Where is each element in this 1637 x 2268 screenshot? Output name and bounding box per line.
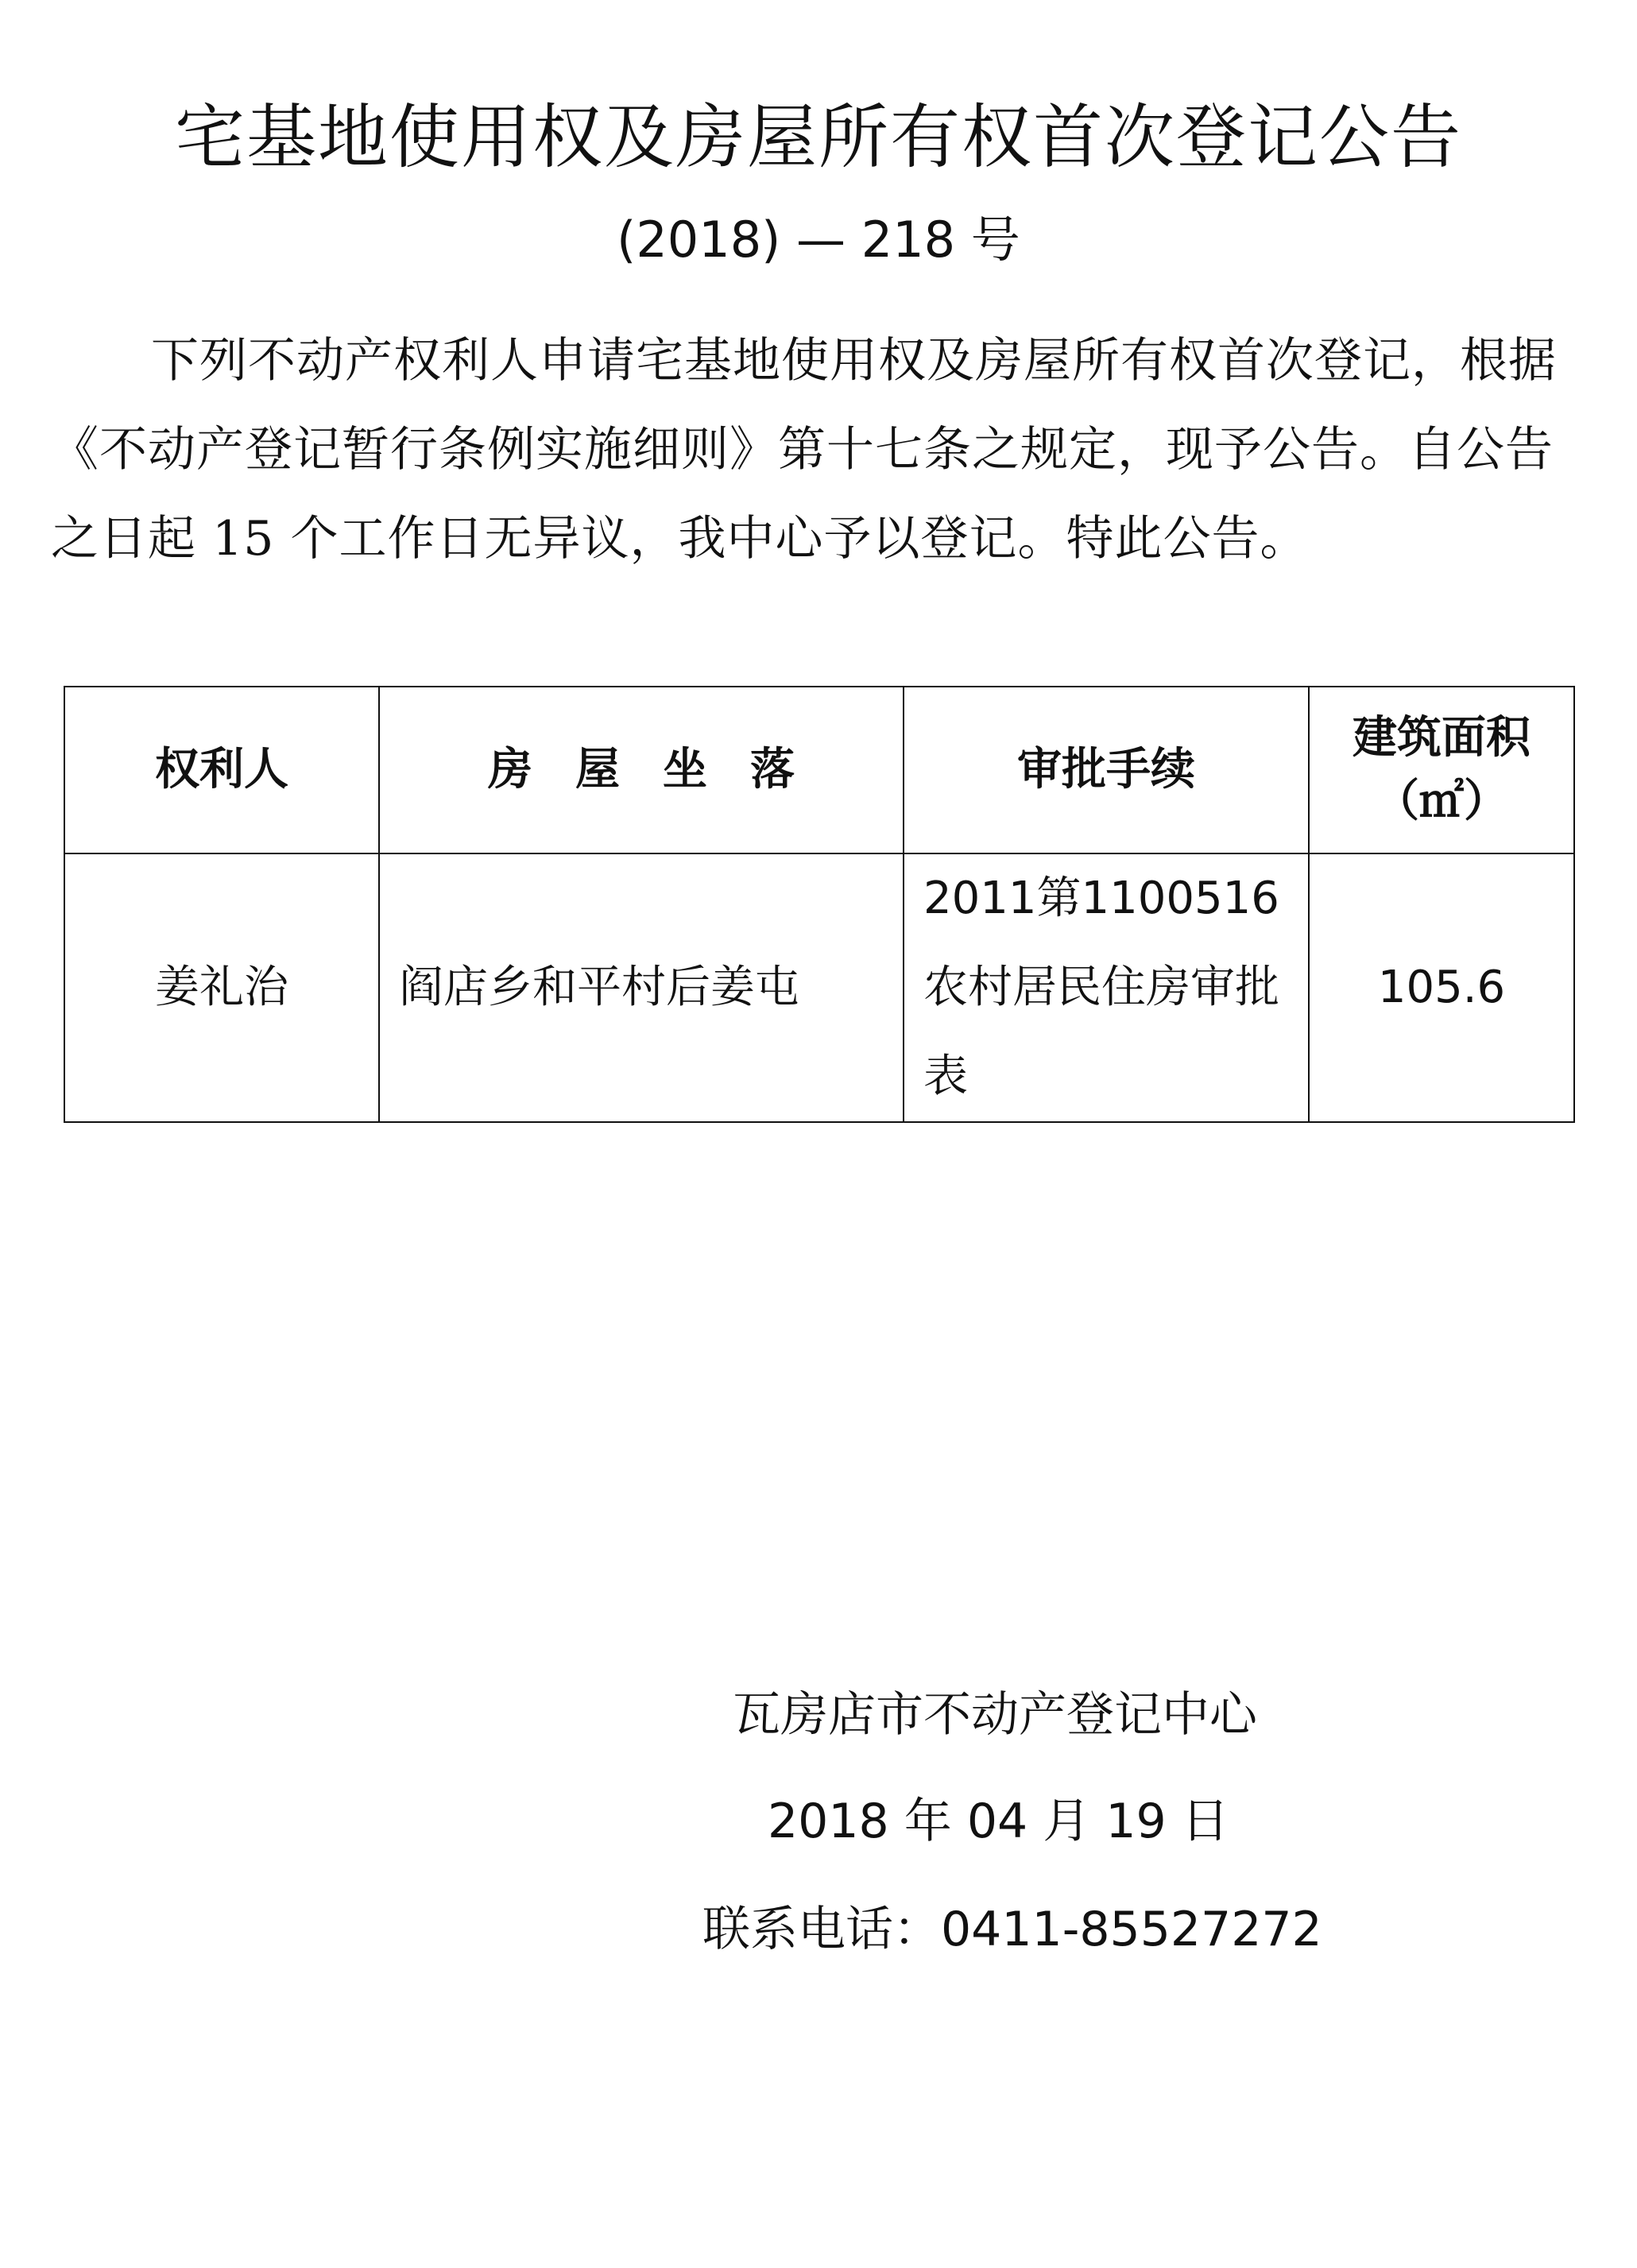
notice-intro-paragraph: 下列不动产权利人申请宅基地使用权及房屋所有权首次登记，根据《不动产登记暂行条例实施细则》第十七条之规定，现予公告。自公告之日起 15 个工作日无异议，我中心予以登记。特此公告。 <box>51 333 1557 567</box>
registration-table <box>64 686 1575 1123</box>
header-area <box>1309 687 1574 853</box>
cell-approval: 2011第1100516农村居民住房审批表 <box>904 853 1309 1122</box>
cell-area: 105.6 <box>1309 853 1574 1122</box>
table-row <box>64 853 1574 1122</box>
header-approval: 审批手续 <box>904 687 1309 853</box>
cell-holder: 姜礼治 <box>64 853 379 1122</box>
contact-phone: 联系电话：0411-85527272 <box>702 1902 1322 1957</box>
issue-date: 2018 年 04 月 19 日 <box>768 1794 1229 1849</box>
cell-location: 阎店乡和平村后姜屯 <box>379 853 904 1122</box>
header-area-unit: （㎡） <box>1375 776 1508 827</box>
notice-title: 宅基地使用权及房屋所有权首次登记公告 <box>174 96 1462 178</box>
issuing-organization: 瓦房店市不动产登记中心 <box>733 1687 1257 1743</box>
header-location: 房屋坐落 <box>379 687 904 853</box>
notice-number: (2018) — 218 号 <box>617 211 1020 269</box>
header-area-label: 建筑面积 <box>1353 712 1531 764</box>
table-header-row <box>64 687 1574 853</box>
header-holder: 权利人 <box>64 687 379 853</box>
